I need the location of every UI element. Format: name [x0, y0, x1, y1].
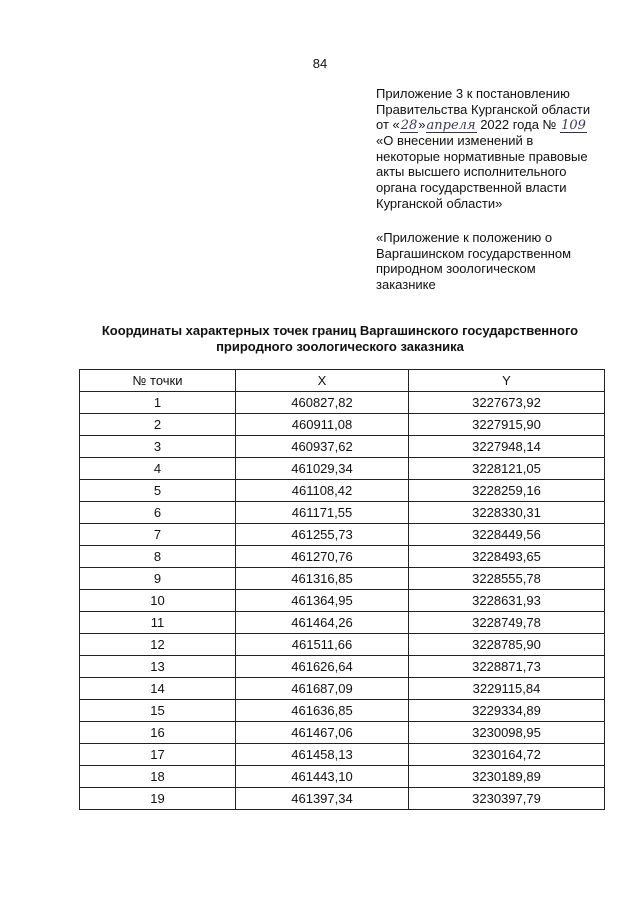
cell-y: 3228871,73	[409, 656, 605, 678]
cell-point-number: 5	[80, 480, 236, 502]
cell-y: 3228493,65	[409, 546, 605, 568]
handwritten-number: 109	[561, 118, 586, 134]
cell-x: 461511,66	[236, 634, 409, 656]
cell-x: 461029,34	[236, 458, 409, 480]
table-row	[80, 392, 605, 414]
appendix-text-line: «О внесении изменений в	[376, 133, 534, 149]
cell-x: 461364,95	[236, 590, 409, 612]
cell-x: 461464,26	[236, 612, 409, 634]
cell-x: 461316,85	[236, 568, 409, 590]
appendix-sub-line: заказнике	[376, 276, 436, 292]
title-line-1: Координаты характерных точек границ Варгашинского государственного	[101, 323, 579, 338]
table-row	[80, 524, 605, 546]
cell-y: 3227948,14	[409, 436, 605, 458]
date-separator: »	[418, 117, 426, 133]
table-row	[80, 722, 605, 744]
cell-y: 3227915,90	[409, 414, 605, 436]
header-x: X	[236, 370, 409, 392]
cell-x: 461171,55	[236, 502, 409, 524]
year-text: 2022 года №	[480, 117, 557, 133]
cell-x: 461108,42	[236, 480, 409, 502]
table-row	[80, 634, 605, 656]
cell-x: 460937,62	[236, 436, 409, 458]
table-body	[80, 392, 605, 810]
cell-y: 3230397,79	[409, 788, 605, 810]
cell-x: 461467,06	[236, 722, 409, 744]
cell-point-number: 18	[80, 766, 236, 788]
table-row	[80, 502, 605, 524]
handwritten-month: апреля	[426, 118, 476, 134]
cell-y: 3228555,78	[409, 568, 605, 590]
cell-point-number: 13	[80, 656, 236, 678]
appendix-line-1: Приложение 3 к постановлению	[376, 86, 570, 101]
table-row	[80, 788, 605, 810]
cell-x: 461443,10	[236, 766, 409, 788]
cell-point-number: 2	[80, 414, 236, 436]
cell-point-number: 3	[80, 436, 236, 458]
cell-y: 3228631,93	[409, 590, 605, 612]
cell-y: 3228121,05	[409, 458, 605, 480]
cell-point-number: 12	[80, 634, 236, 656]
appendix-text-line: акты высшего исполнительного	[376, 164, 567, 180]
cell-y: 3227673,92	[409, 392, 605, 414]
table-row	[80, 568, 605, 590]
appendix-date-line	[376, 117, 626, 133]
cell-y: 3230189,89	[409, 766, 605, 788]
cell-point-number: 9	[80, 568, 236, 590]
cell-y: 3228785,90	[409, 634, 605, 656]
cell-point-number: 1	[80, 392, 236, 414]
cell-point-number: 16	[80, 722, 236, 744]
cell-x: 461255,73	[236, 524, 409, 546]
cell-x: 461626,64	[236, 656, 409, 678]
table-row	[80, 590, 605, 612]
cell-point-number: 15	[80, 700, 236, 722]
cell-x: 461458,13	[236, 744, 409, 766]
cell-y: 3228449,56	[409, 524, 605, 546]
appendix-text-line: некоторые нормативные правовые	[376, 148, 588, 164]
table-row	[80, 656, 605, 678]
table-row	[80, 678, 605, 700]
cell-point-number: 4	[80, 458, 236, 480]
table-row	[80, 766, 605, 788]
cell-point-number: 7	[80, 524, 236, 546]
handwritten-day: 28	[400, 118, 418, 134]
cell-y: 3228749,78	[409, 612, 605, 634]
cell-point-number: 10	[80, 590, 236, 612]
table-row	[80, 480, 605, 502]
cell-y: 3228259,16	[409, 480, 605, 502]
table-row	[80, 414, 605, 436]
table-header-row	[80, 370, 605, 392]
cell-point-number: 14	[80, 678, 236, 700]
table-row	[80, 700, 605, 722]
appendix-note	[376, 86, 626, 211]
table-row	[80, 744, 605, 766]
cell-y: 3230098,95	[409, 722, 605, 744]
cell-x: 461397,34	[236, 788, 409, 810]
appendix-sub-line: Варгашинском государственном	[376, 245, 572, 261]
cell-x: 461687,09	[236, 678, 409, 700]
appendix-text-line: органа государственной власти	[376, 179, 567, 195]
table-row	[80, 546, 605, 568]
appendix-sub-line: природном зоологическом	[376, 261, 536, 277]
cell-point-number: 19	[80, 788, 236, 810]
date-prefix: от «	[376, 117, 400, 133]
appendix-sub-note	[376, 230, 626, 292]
header-point-number: № точки	[80, 370, 236, 392]
cell-x: 461636,85	[236, 700, 409, 722]
appendix-line-2: Правительства Курганской области	[376, 101, 591, 117]
title-line-2: природного зоологического заказника	[216, 339, 464, 354]
page-number: 84	[312, 56, 328, 71]
appendix-text-line: Курганской области»	[376, 195, 503, 211]
cell-y: 3229115,84	[409, 678, 605, 700]
cell-x: 461270,76	[236, 546, 409, 568]
document-title	[60, 323, 620, 355]
cell-x: 460827,82	[236, 392, 409, 414]
cell-y: 3230164,72	[409, 744, 605, 766]
table-row	[80, 436, 605, 458]
cell-point-number: 8	[80, 546, 236, 568]
coordinates-table	[79, 369, 605, 810]
cell-y: 3229334,89	[409, 700, 605, 722]
cell-y: 3228330,31	[409, 502, 605, 524]
cell-point-number: 11	[80, 612, 236, 634]
appendix-sub-line: «Приложение к положению о	[376, 230, 553, 245]
cell-point-number: 6	[80, 502, 236, 524]
table-row	[80, 612, 605, 634]
cell-point-number: 17	[80, 744, 236, 766]
cell-x: 460911,08	[236, 414, 409, 436]
table-row	[80, 458, 605, 480]
header-y: Y	[409, 370, 605, 392]
